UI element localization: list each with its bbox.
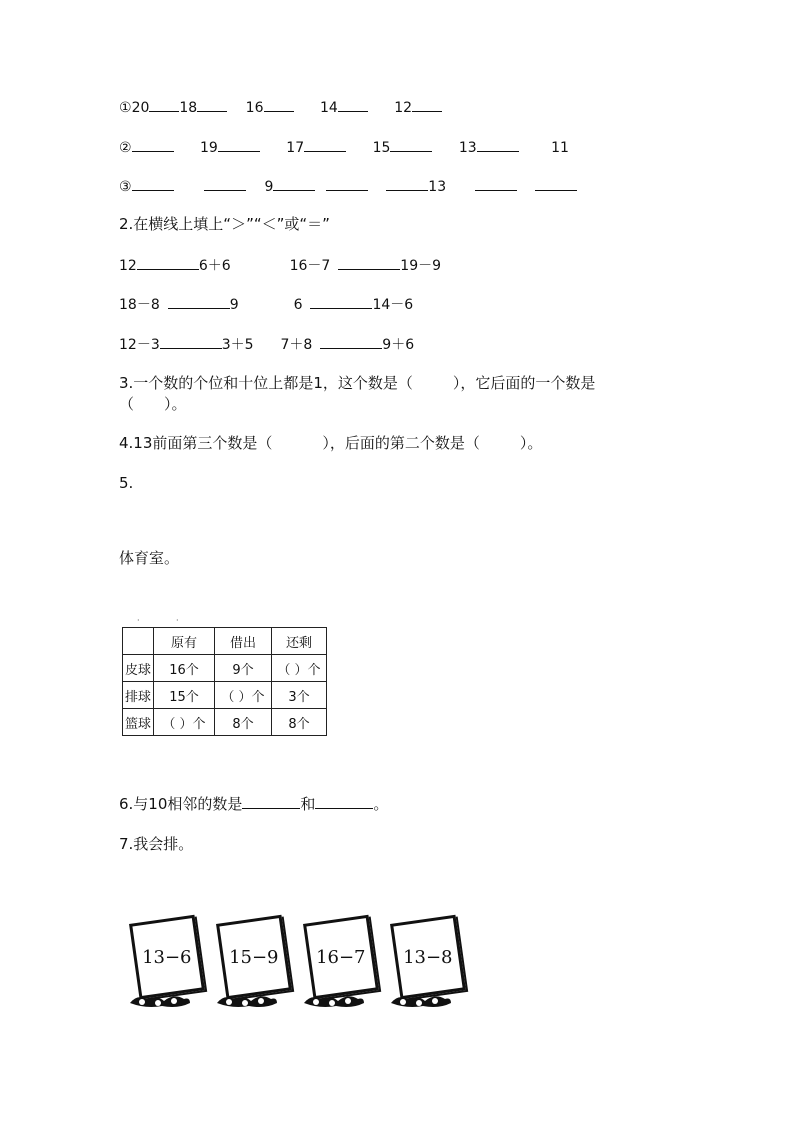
answer-blank[interactable] (315, 794, 373, 809)
card-face (303, 915, 379, 999)
table-cell: 篮球 (123, 709, 154, 736)
compare-blank[interactable] (160, 334, 222, 349)
q1-row3-marker: ③ (119, 179, 132, 195)
card-stand-icon (128, 991, 192, 1009)
table-cell: 3个 (272, 682, 327, 709)
answer-blank[interactable] (273, 176, 315, 191)
answer-blank[interactable] (477, 137, 519, 152)
q2-expr: 9 (229, 297, 239, 313)
q3-text: ）。 (164, 395, 187, 413)
card-face (216, 915, 292, 999)
q2-expr: 14－6 (372, 297, 414, 313)
q5-caption: 体育室。 (119, 549, 180, 567)
q1-row1-marker: ① (119, 100, 132, 116)
q3-text: （ (119, 395, 135, 413)
stray-dot: · (176, 616, 179, 625)
table-cell-answer[interactable]: （ ）个 (272, 655, 327, 682)
answer-blank[interactable] (326, 176, 368, 191)
q4-text: ），后面的第二个数是（ (322, 434, 480, 452)
table-cell-answer[interactable]: （ ）个 (154, 709, 215, 736)
answer-blank[interactable] (304, 137, 346, 152)
table-cell: 15个 (154, 682, 215, 709)
compare-blank[interactable] (338, 255, 400, 270)
q1-row3-item: 13 (428, 179, 447, 195)
answer-blank[interactable] (197, 97, 227, 112)
q2-expr: 6 (293, 297, 303, 313)
answer-blank[interactable] (412, 97, 442, 112)
q6-text: 和 (300, 795, 316, 813)
card-expression: 15−9 (229, 946, 279, 968)
table-cell-answer[interactable]: （ ）个 (215, 682, 272, 709)
card-stand-icon (302, 991, 366, 1009)
q4-text: 4.13前面第三个数是（ (119, 434, 273, 452)
q6-text: 。 (373, 795, 389, 813)
card-face (129, 915, 205, 999)
q2-row2 (119, 294, 413, 315)
answer-blank[interactable] (535, 176, 577, 191)
q3-line2 (119, 394, 187, 414)
q1-row2 (119, 137, 569, 158)
table-cell: 皮球 (123, 655, 154, 682)
card-expression: 16−7 (316, 946, 366, 968)
q6-text: 6.与10相邻的数是 (119, 795, 243, 813)
card-expression: 13−8 (403, 946, 453, 968)
answer-blank[interactable] (390, 137, 432, 152)
q1-row2-item: 17 (286, 140, 305, 156)
q1-row1-item: 20 (131, 100, 150, 116)
q2-expr: 19－9 (400, 258, 442, 274)
q2-title: 2.在横线上填上“＞”“＜”或“＝” (119, 215, 330, 233)
compare-blank[interactable] (137, 255, 199, 270)
answer-blank[interactable] (132, 137, 174, 152)
q3-text: 3.一个数的个位和十位上都是1，这个数是（ (119, 374, 413, 392)
q1-row3-item: 9 (264, 179, 274, 195)
stray-dot: · (137, 616, 140, 625)
card-stand-icon (389, 991, 453, 1009)
q1-row2-item: 15 (372, 140, 391, 156)
q1-row3 (119, 176, 577, 197)
q2-row1 (119, 255, 441, 276)
table-header-cell (123, 628, 154, 655)
q7-title: 7.我会排。 (119, 835, 194, 853)
answer-blank[interactable] (149, 97, 179, 112)
q1-row2-item: 19 (200, 140, 218, 156)
compare-blank[interactable] (168, 294, 230, 309)
table-header-cell: 原有 (154, 628, 215, 655)
q1-row2-marker: ② (119, 140, 132, 156)
table-cell: 16个 (154, 655, 215, 682)
q3-line1 (119, 373, 595, 393)
number-card[interactable] (302, 915, 382, 1015)
q4-line (119, 433, 542, 453)
number-card[interactable] (128, 915, 208, 1015)
table-cell: 9个 (215, 655, 272, 682)
answer-blank[interactable] (386, 176, 428, 191)
answer-blank[interactable] (218, 137, 260, 152)
compare-blank[interactable] (310, 294, 372, 309)
q1-row1-item: 12 (394, 100, 413, 116)
answer-blank[interactable] (264, 97, 294, 112)
table-header-row (123, 628, 327, 655)
q4-text: ）。 (519, 434, 543, 452)
table-row (123, 655, 327, 682)
table-header-cell: 还剩 (272, 628, 327, 655)
card-face (390, 915, 466, 999)
q2-expr: 12－3 (119, 337, 160, 353)
table-header-cell: 借出 (215, 628, 272, 655)
q1-row1-item: 16 (245, 100, 264, 116)
q2-expr: 12 (119, 258, 137, 274)
number-card[interactable] (215, 915, 295, 1015)
q2-row3 (119, 334, 414, 355)
answer-blank[interactable] (338, 97, 368, 112)
q1-row1-item: 18 (179, 100, 198, 116)
number-card[interactable] (389, 915, 469, 1015)
q1-row2-item: 11 (551, 140, 569, 156)
table-cell: 8个 (215, 709, 272, 736)
table-row (123, 709, 327, 736)
table-cell: 8个 (272, 709, 327, 736)
answer-blank[interactable] (204, 176, 246, 191)
q1-row2-item: 13 (458, 140, 477, 156)
compare-blank[interactable] (320, 334, 382, 349)
answer-blank[interactable] (475, 176, 517, 191)
q2-expr: 16－7 (289, 258, 331, 274)
q2-expr: 7＋8 (280, 337, 313, 353)
q6-line (119, 794, 388, 814)
q2-expr: 3＋5 (221, 337, 254, 353)
sports-room-table (122, 627, 327, 736)
card-stand-icon (215, 991, 279, 1009)
q2-expr: 18－8 (119, 297, 160, 313)
q2-expr: 9＋6 (382, 337, 415, 353)
q2-expr: 6＋6 (198, 258, 231, 274)
card-expression: 13−6 (142, 946, 192, 968)
q1-row1-item: 14 (319, 100, 338, 116)
answer-blank[interactable] (132, 176, 174, 191)
q5-number: 5. (119, 474, 134, 492)
table-cell: 排球 (123, 682, 154, 709)
card-row (128, 915, 468, 1015)
table-row (123, 682, 327, 709)
q3-text: ），它后面的一个数是 (452, 374, 596, 392)
answer-blank[interactable] (242, 794, 300, 809)
q1-row1 (119, 97, 442, 118)
